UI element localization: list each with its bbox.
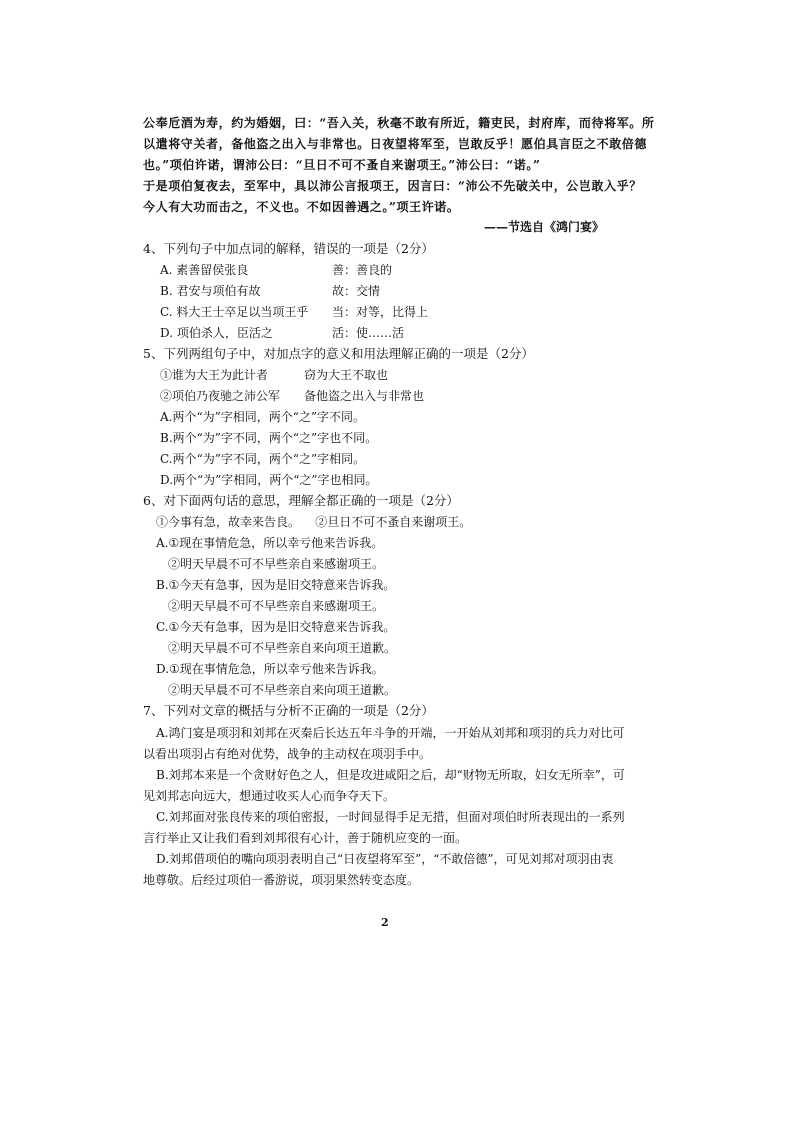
- q6-option-a-2: ②明天早晨不可不早些亲自来感谢项王。: [168, 557, 385, 571]
- q6-option-d-1: D.①现在事情危急，所以幸亏他来告诉我。: [156, 662, 384, 676]
- q7-line: B.刘邦本来是一个贪财好色之人，但是攻进咸阳之后，却“财物无所取，妇女无所幸”，可: [156, 768, 625, 782]
- passage-line: 以遣将守关者，备他盗之出入与非常也。日夜望将军至，岂敢反乎！愿伯具言臣之不敢倍德: [143, 137, 648, 151]
- q6-option-d-2: ②明天早晨不可不早些亲自来向项王道歉。: [168, 683, 397, 697]
- question-5-stem: 5、下列两组句子中，对加点字的意义和用法理解正确的一项是（2分）: [143, 346, 534, 361]
- passage-line: 今人有大功而击之，不义也。不如因善遇之。”项王许诺。: [143, 200, 460, 214]
- question-4-stem: 4、下列句子中加点词的解释，错误的一项是（2分）: [143, 241, 434, 256]
- q7-line: 见刘邦志向远大，想通过收买人心而争夺天下。: [143, 789, 396, 803]
- q5-pair-2-a: ②项伯乃夜驰之沛公军: [160, 389, 281, 403]
- q6-option-a-1: A.①现在事情危急，所以幸亏他来告诉我。: [156, 536, 384, 550]
- q6-option-b-2: ②明天早晨不可不早些亲自来感谢项王。: [168, 599, 385, 613]
- page-number: 2: [381, 916, 389, 929]
- q7-line: 地尊敬。后经过项伯一番游说，项羽果然转变态度。: [143, 873, 420, 887]
- q4-option-d-gloss: 活：使……活: [332, 326, 405, 340]
- q5-option-b: B.两个“为”字不同，两个“之”字也不同。: [160, 431, 378, 445]
- q4-option-b-sentence: B. 君安与项伯有故: [160, 284, 261, 298]
- q7-line: 言行举止又让我们看到刘邦很有心计，善于随机应变的一面。: [143, 831, 468, 845]
- q5-option-a: A.两个“为”字相同，两个“之”字不同。: [160, 410, 366, 424]
- q7-line: A.鸿门宴是项羽和刘邦在灭秦后长达五年斗争的开端，一开始从刘邦和项羽的兵力对比可: [156, 726, 625, 740]
- question-6-stem: 6、对下面两句话的意思，理解全都正确的一项是（2分）: [143, 493, 459, 508]
- q4-option-a-gloss: 善：善良的: [332, 263, 393, 277]
- q4-option-d-sentence: D. 项伯杀人，臣活之: [160, 326, 273, 340]
- q6-option-b-1: B.①今天有急事，因为是旧交特意来告诉我。: [156, 578, 396, 592]
- q7-line: 以看出项羽占有绝对优势，战争的主动权在项羽手中。: [143, 747, 432, 761]
- passage-line: 也。”项伯许诺，谓沛公曰：“旦日不可不蚤自来谢项王。”沛公曰：“诺。”: [143, 158, 541, 172]
- q5-pair-1-b: 窃为大王不取也: [304, 368, 389, 382]
- q7-line: C.刘邦面对张良传来的项伯密报，一时间显得手足无措，但面对项伯时所表现出的一系列: [156, 810, 625, 824]
- q5-option-d: D.两个“为”字相同，两个“之”字也相同。: [160, 473, 378, 487]
- passage-line: 公奉卮酒为寿，约为婚姻，曰：“吾入关，秋毫不敢有所近，籍吏民，封府库，而待将军。所: [143, 116, 655, 130]
- question-7-stem: 7、下列对文章的概括与分析不正确的一项是（2分）: [143, 703, 434, 718]
- q4-option-c-gloss: 当：对等，比得上: [332, 305, 429, 319]
- q6-option-c-2: ②明天早晨不可不早些亲自来向项王道歉。: [168, 641, 397, 655]
- q5-pair-2-b: 备他盗之出入与非常也: [304, 389, 425, 403]
- q5-option-c: C.两个“为”字不同，两个“之”字相同。: [160, 452, 366, 466]
- q4-option-b-gloss: 故：交情: [332, 284, 381, 298]
- q6-option-c-1: C.①今天有急事，因为是旧交特意来告诉我。: [156, 620, 396, 634]
- q5-pair-1-a: ①谁为大王为此计者: [160, 368, 269, 382]
- q4-option-a-sentence: A. 素善留侯张良: [160, 263, 249, 277]
- q7-line: D.刘邦借项伯的嘴向项羽表明自己“日夜望将军至”，“不敢倍德”，可见刘邦对项羽由衷: [156, 852, 614, 866]
- passage-line: 于是项伯复夜去，至军中，具以沛公言报项王，因言曰：“沛公不先破关中，公岂敢入乎？: [143, 179, 642, 193]
- q4-option-c-sentence: C. 料大王士卒足以当项王乎: [160, 305, 309, 319]
- q6-sentences: ①今事有急，故幸来告良。 ②旦日不可不蚤自来谢项王。: [156, 515, 472, 529]
- passage-source: ——节选自《鸿门宴》: [483, 220, 604, 234]
